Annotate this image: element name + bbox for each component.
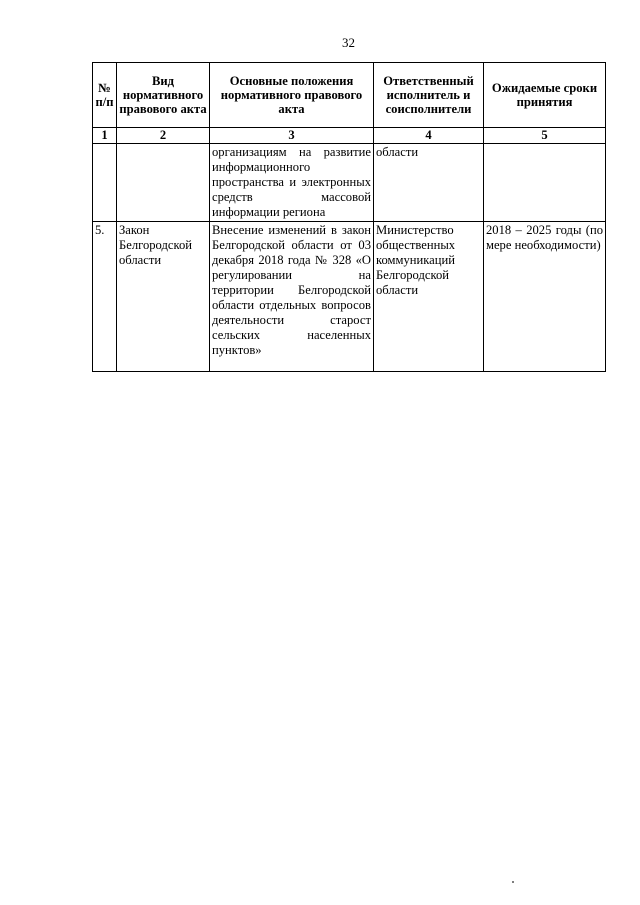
row-responsible: области <box>374 144 484 222</box>
column-number: 4 <box>374 128 484 144</box>
column-number: 2 <box>117 128 210 144</box>
row-act-type <box>117 144 210 222</box>
row-number <box>93 144 117 222</box>
table-header-row <box>93 63 606 128</box>
header-deadline: Ожидаемые сроки принятия <box>484 63 606 128</box>
column-numbers-row <box>93 128 606 144</box>
row-provisions: организациям на развитие информационного пространства и электронных средств массовой информации региона <box>210 144 374 222</box>
column-number: 1 <box>93 128 117 144</box>
row-number: 5. <box>93 222 117 372</box>
table-row <box>93 222 606 372</box>
row-provisions: Внесение изменений в закон Белгородской области от 03 декабря 2018 года № 328 «О регулировании на территории Белгородской области отдельных вопросов деятельности старост сельских населенных пунктов» <box>210 222 374 372</box>
header-act-type: Вид нормативного правового акта <box>117 63 210 128</box>
row-responsible: Министерство общественных коммуникаций Белгородской области <box>374 222 484 372</box>
row-deadline <box>484 144 606 222</box>
column-number: 3 <box>210 128 374 144</box>
row-act-type: Закон Белгородской области <box>117 222 210 372</box>
scan-speck <box>512 881 514 883</box>
legal-acts-table <box>92 62 606 372</box>
header-provisions: Основные положения нормативного правового акта <box>210 63 374 128</box>
header-responsible: Ответственный исполнитель и соисполнители <box>374 63 484 128</box>
header-number: № п/п <box>93 63 117 128</box>
row-deadline: 2018 – 2025 годы (по мере необходимости) <box>484 222 606 372</box>
column-number: 5 <box>484 128 606 144</box>
table-row <box>93 144 606 222</box>
page-number: 32 <box>342 35 355 50</box>
